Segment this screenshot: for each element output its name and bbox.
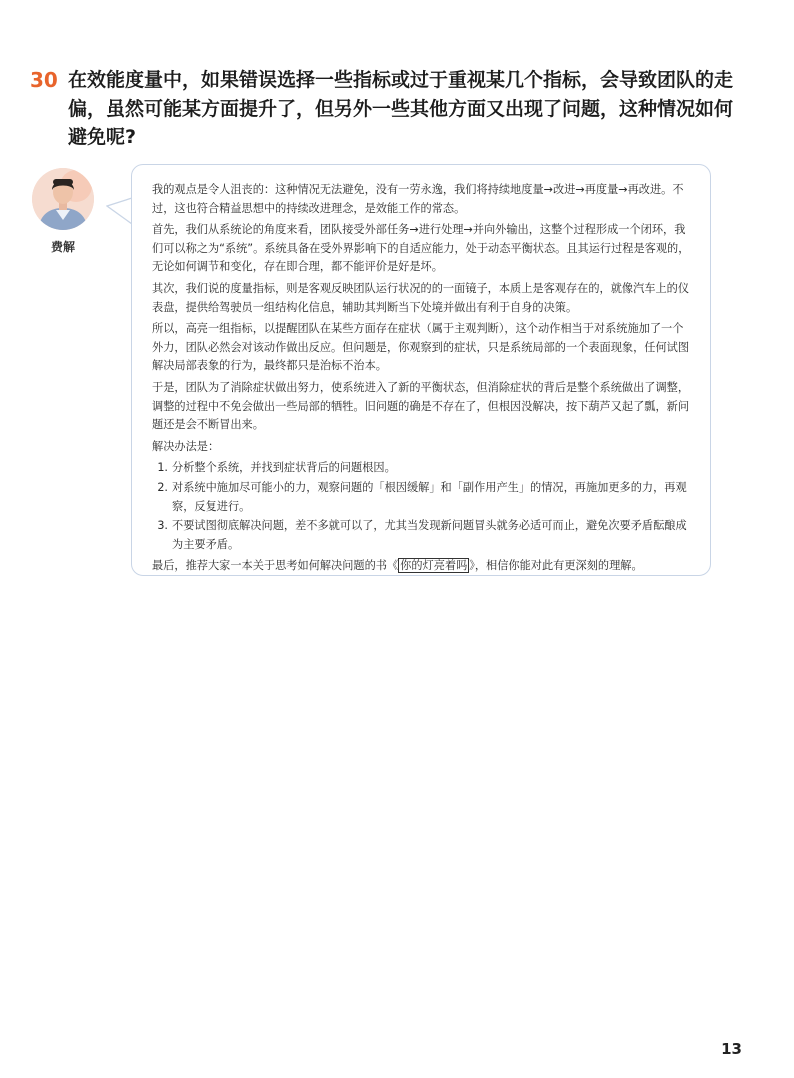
author-name: 费解 <box>50 240 75 254</box>
answer-paragraph: 所以，高亮一组指标，以提醒团队在某些方面存在症状（属于主观判断），这个动作相当于对系统施加了一个外力，团队必然会对该动作做出反应。但问题是，你观察到的症状，只是系统局部的一个表面现象，任何试图解决局部表象的行为，最终都只是治标不治本。 <box>152 322 690 373</box>
list-item <box>152 479 690 516</box>
answer-paragraph: 首先，我们从系统论的角度来看，团队接受外部任务→进行处理→并向外输出，这整个过程形成一个闭环，我们可以称之为“系统”。系统具备在受外界影响下的自适应能力，处于动态平衡状态。且其运行过程是客观的，无论如何调节和变化，存在即合理，都不能评价是好是坏。 <box>152 223 690 274</box>
speech-bubble-tail <box>106 196 133 226</box>
list-item-text: 对系统中施加尽可能小的力，观察问题的「根因缓解」和「副作用产生」的情况，再施加更多的力，再观察，反复进行。 <box>172 480 687 513</box>
page-number: 13 <box>721 1040 742 1058</box>
list-item-number: 3. <box>157 519 168 533</box>
list-item-number: 1. <box>157 461 168 475</box>
closing-paragraph <box>152 557 690 576</box>
avatar <box>32 168 94 230</box>
closing-text-after: 》，相信你能对此有更深刻的理解。 <box>469 559 643 573</box>
list-item-number: 2. <box>157 480 168 494</box>
answer-paragraph: 其次，我们说的度量指标，则是客观反映团队运行状况的的一面镜子，本质上是客观存在的，就像汽车上的仪表盘，提供给驾驶员一组结构化信息，辅助其判断当下处境并做出有利于自身的决策。 <box>152 281 690 314</box>
question-number: 30 <box>30 68 58 92</box>
closing-text-before: 最后，推荐大家一本关于思考如何解决问题的书《 <box>152 559 399 573</box>
list-item-text: 分析整个系统，并找到症状背后的问题根因。 <box>172 461 396 475</box>
solutions-heading: 解决办法是： <box>152 439 220 453</box>
answer-bubble <box>131 164 711 576</box>
list-item <box>152 459 690 478</box>
list-item-text: 不要试图彻底解决问题，差不多就可以了，尤其当发现新问题冒头就务必适可而止，避免次要矛盾酝酿成为主要矛盾。 <box>172 519 687 551</box>
answer-paragraph: 于是，团队为了消除症状做出努力，使系统进入了新的平衡状态，但消除症状的背后是整个系统做出了调整，调整的过程中不免会做出一些局部的牺牲。旧问题的确是不存在了，但根因没解决，按下葫芦又起了瓢，新问题还是会不断冒出来。 <box>152 380 690 432</box>
solutions-list <box>152 459 690 554</box>
author-block <box>32 168 96 255</box>
list-item <box>152 517 690 554</box>
answer-paragraph: 我的观点是令人沮丧的：这种情况无法避免，没有一劳永逸，我们将持续地度量→改进→再度量→再改进。不过，这也符合精益思想中的持续改进理念，是效能工作的常态。 <box>152 183 684 215</box>
book-title: 你的灯亮着吗 <box>400 559 468 573</box>
question-title: 在效能度量中，如果错误选择一些指标或过于重视某几个指标，会导致团队的走偏，虽然可能某方面提升了，但另外一些其他方面又出现了问题，这种情况如何避免呢? <box>68 69 734 148</box>
